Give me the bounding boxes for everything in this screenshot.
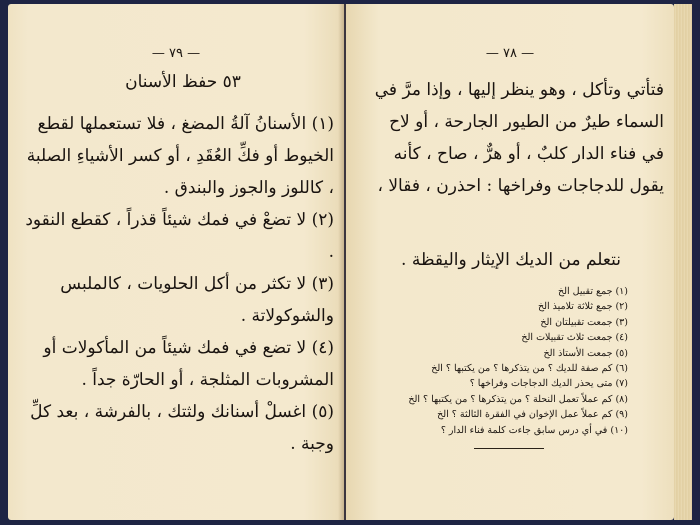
item-number: (٣) bbox=[311, 274, 334, 294]
page-number: — ٧٨ — bbox=[485, 46, 535, 61]
item-text: لا تكثر من أكل الحلويات ، كالملبس والشوكولاتة . bbox=[60, 274, 334, 326]
right-page bbox=[346, 4, 674, 520]
item-number: (١) bbox=[311, 114, 334, 134]
question-item: (١٠) في أي درس سابق جاءت كلمة فناء الدار ؟ bbox=[440, 424, 628, 436]
item-text: الأسنانُ آلةُ المضغ ، فلا تستعملها لقطع الخيوط أو فكِّ العُقَدِ ، أو كسر الأشياءِ الصلبة ، كاللوز والجوز والبندق . bbox=[26, 114, 334, 198]
question-item: (١) جمع تقبيل الخ bbox=[557, 286, 628, 297]
question-item: (٩) كم عملاً عمل الإخوان في الفقرة الثالثة ؟ الخ bbox=[437, 409, 628, 421]
list-item bbox=[22, 108, 334, 204]
page-number: — ٧٩ — bbox=[151, 46, 201, 61]
item-text: لا تضع في فمك شيئاً من المأكولات أو المشروبات المثلجة ، أو الحارّة جداً . bbox=[43, 338, 334, 390]
item-number: (٤) bbox=[311, 338, 334, 358]
question-item: (٤) جمعت ثلاث تقبيلات الخ bbox=[521, 332, 628, 344]
list-item bbox=[22, 332, 334, 396]
list-item bbox=[22, 396, 334, 460]
item-text: اغسلْ أسنانك ولثتك ، بالفرشة ، بعد كلِّ وجبة . bbox=[30, 402, 334, 454]
list-item bbox=[22, 268, 334, 332]
page-edges bbox=[674, 4, 692, 520]
item-number: (٥) bbox=[311, 402, 334, 422]
question-item: (٢) جمع ثلاثة تلاميذ الخ bbox=[537, 301, 628, 313]
lesson-heading: ٥٣ حفظ الأسنان bbox=[125, 72, 241, 92]
rules-list bbox=[22, 108, 334, 460]
exercise-questions bbox=[398, 284, 628, 438]
left-page bbox=[8, 4, 344, 520]
question-item: (٣) جمعت تقبيلتان الخ bbox=[540, 316, 628, 328]
question-item: (٧) متى يحذر الديك الدجاجات وفراخها ؟ bbox=[469, 378, 628, 390]
lesson-moral: نتعلم من الديك الإيثار واليقظة . bbox=[401, 250, 621, 270]
item-text: لا تضعْ في فمك شيئاً قذراً ، كقطع النقود . bbox=[25, 210, 334, 262]
story-paragraph: فتأتي وتأكل ، وهو ينظر إليها ، وإذا مرَّ في السماء طيرٌ من الطيور الجارحة ، أو لاح في فناء الدار كلبٌ ، أو هرٌّ ، صاح ، كأنه يقول للدجاجات وفراخها : احذرن ، فقالا ، bbox=[374, 80, 664, 196]
question-item: (٨) كم عملاً تعمل النحلة ؟ من يتذكرها ؟ من يكتبها ؟ الخ bbox=[408, 393, 628, 405]
item-number: (٢) bbox=[311, 210, 334, 230]
question-item: (٥) جمعت الأستاذ الخ bbox=[543, 347, 628, 359]
list-item bbox=[22, 204, 334, 268]
divider bbox=[474, 448, 544, 449]
question-item: (٦) كم صفة للديك ؟ من يتذكرها ؟ من يكتبها ؟ الخ bbox=[431, 363, 628, 375]
